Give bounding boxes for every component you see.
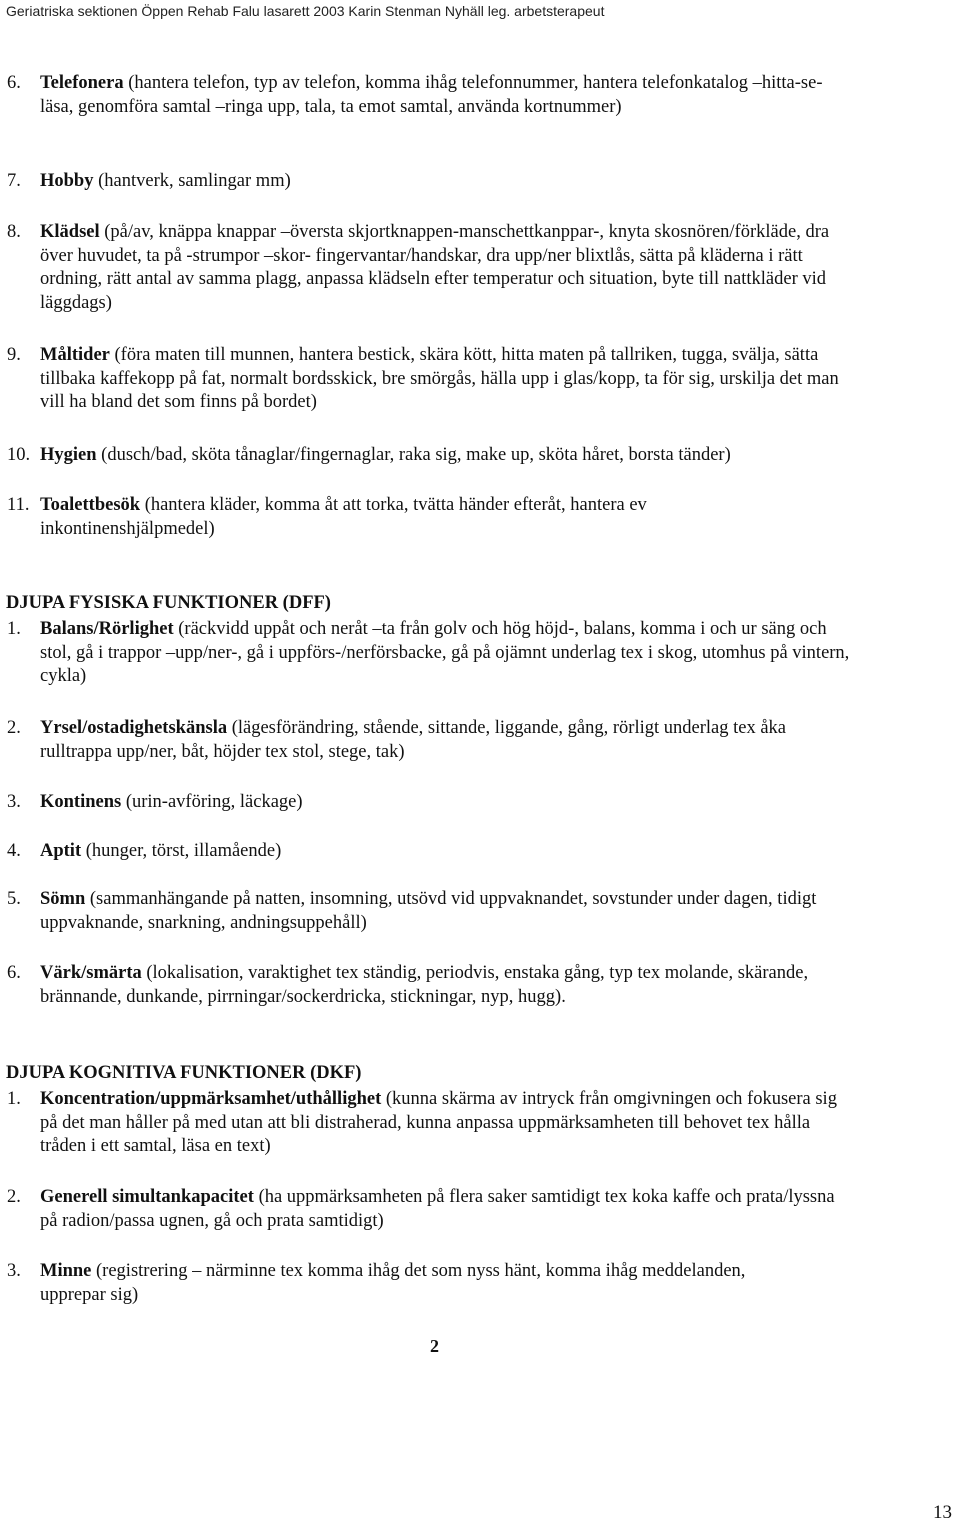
section-heading-dkf: DJUPA KOGNITIVA FUNKTIONER (DKF) (6, 1063, 362, 1083)
item-title: Sömn (40, 889, 86, 909)
item-number: 10. (7, 445, 31, 465)
item-number: 3. (7, 792, 21, 812)
list-item (7, 962, 862, 1009)
item-title: Måltider (40, 345, 110, 365)
page-number: 2 (430, 1336, 439, 1356)
item-title: Balans/Rörlighet (40, 619, 174, 639)
list-item (7, 344, 855, 415)
item-text: (lokalisation, varaktighet tex ständig, periodvis, enstaka gång, typ tex molande, skärande, brännande, dunkande, pirrningar/sockerdricka, stickningar, nyp, hugg). (40, 963, 809, 1007)
item-text: (ha uppmärksamheten på flera saker samtidigt tex koka kaffe och prata/lyssna på radion/passa ugnen, gå och prata samtidigt) (40, 1187, 835, 1231)
item-text: (hantverk, samlingar mm) (93, 171, 291, 191)
item-number: 11. (7, 495, 30, 515)
item-title: Aptit (40, 841, 82, 861)
item-text: (hantera telefon, typ av telefon, komma ihåg telefonnummer, hantera telefonkatalog –hitta-se-läsa, genomföra samtal –ringa upp, tala, ta emot samtal, använda kortnummer) (40, 73, 823, 117)
item-text: (hantera kläder, komma åt att torka, tvätta händer efteråt, hantera ev inkontinenshjälpmedel) (40, 495, 647, 539)
section-heading-dff: DJUPA FYSISKA FUNKTIONER (DFF) (6, 593, 331, 613)
item-text: (räckvidd uppåt och neråt –ta från golv och hög höjd-, balans, komma i och ur säng och stol, gå i trappor –upp/ner-, gå i uppförs-/nerförsbacke, gå på ojämnt underlag tex i skog, utomhus på vintern, cykla) (40, 619, 850, 686)
item-number: 1. (7, 1089, 21, 1109)
corner-page-number: 13 (933, 1502, 952, 1523)
item-title: Kontinens (40, 792, 122, 812)
list-item (7, 618, 855, 689)
item-title: Telefonera (40, 73, 124, 93)
item-text: (kunna skärma av intryck från omgivningen och fokusera sig på det man håller på med utan att bli distraherad, kunna anpassa uppmärksamheten till behovet tex hålla tråden i ett samtal, läsa en text) (40, 1089, 837, 1156)
item-text: (på/av, knäppa knappar –översta skjortknappen-manschettkanppar-, knyta skosnören/förkläde, dra över huvudet, ta på -strumpor –skor- fingervantar/handskar, dra upp/ner blixtlås, sätta på kläderna i rätt ordning, rätt antal av samma plagg, anpassa klädseln efter temperatur och situation, byte till nattkläder vid läggdags) (40, 222, 830, 313)
item-text: (hunger, törst, illamående) (81, 841, 282, 861)
item-text: (föra maten till munnen, hantera bestick, skära kött, hitta maten på tallriken, tugga, svälja, sätta tillbaka kaffekopp på fat, normalt bordsskick, bre smörgås, hälla upp i glas/kopp, ta för sig, urskilja det man vill ha bland det som finns på bordet) (40, 345, 839, 412)
item-number: 5. (7, 889, 21, 909)
item-number: 7. (7, 171, 21, 191)
item-text: (urin-avföring, läckage) (121, 792, 303, 812)
item-number: 9. (7, 345, 21, 365)
item-number: 1. (7, 619, 21, 639)
item-title: Värk/smärta (40, 963, 142, 983)
item-number: 4. (7, 841, 21, 861)
item-number: 3. (7, 1261, 21, 1281)
list-item (7, 494, 807, 541)
list-item (7, 1186, 842, 1233)
list-item (7, 888, 855, 935)
item-title: Hygien (40, 445, 97, 465)
list-item (7, 791, 855, 815)
item-text: (lägesförändring, stående, sittande, liggande, gång, rörligt underlag tex åka rulltrappa upp/ner, båt, höjder tex stol, stege, tak) (40, 718, 786, 762)
list-item (7, 221, 855, 315)
list-item (7, 72, 855, 119)
list-item (7, 717, 807, 764)
item-title: Toalettbesök (40, 495, 141, 515)
item-title: Koncentration/uppmärksamhet/uthållighet (40, 1089, 382, 1109)
item-number: 6. (7, 73, 21, 93)
document-header: Geriatriska sektionen Öppen Rehab Falu lasarett 2003 Karin Stenman Nyhäll leg. arbetsterapeut (6, 3, 605, 19)
item-text: (sammanhängande på natten, insomning, utsövd vid uppvaknandet, sovstunder under dagen, tidigt uppvaknande, snarkning, andningsuppehåll) (40, 889, 817, 933)
item-title: Minne (40, 1261, 92, 1281)
item-number: 2. (7, 718, 21, 738)
item-text: (registrering – närminne tex komma ihåg det som nyss hänt, komma ihåg meddelanden, upprepar sig) (40, 1261, 746, 1305)
item-number: 8. (7, 222, 21, 242)
item-title: Generell simultankapacitet (40, 1187, 254, 1207)
list-item (7, 1260, 767, 1307)
list-item (7, 170, 855, 194)
list-item (7, 1088, 842, 1159)
list-item (7, 840, 855, 864)
item-number: 6. (7, 963, 21, 983)
item-title: Yrsel/ostadighetskänsla (40, 718, 228, 738)
item-text: (dusch/bad, sköta tånaglar/fingernaglar, raka sig, make up, sköta håret, borsta tänder) (96, 445, 731, 465)
item-number: 2. (7, 1187, 21, 1207)
list-item (7, 444, 907, 468)
item-title: Klädsel (40, 222, 100, 242)
item-title: Hobby (40, 171, 94, 191)
